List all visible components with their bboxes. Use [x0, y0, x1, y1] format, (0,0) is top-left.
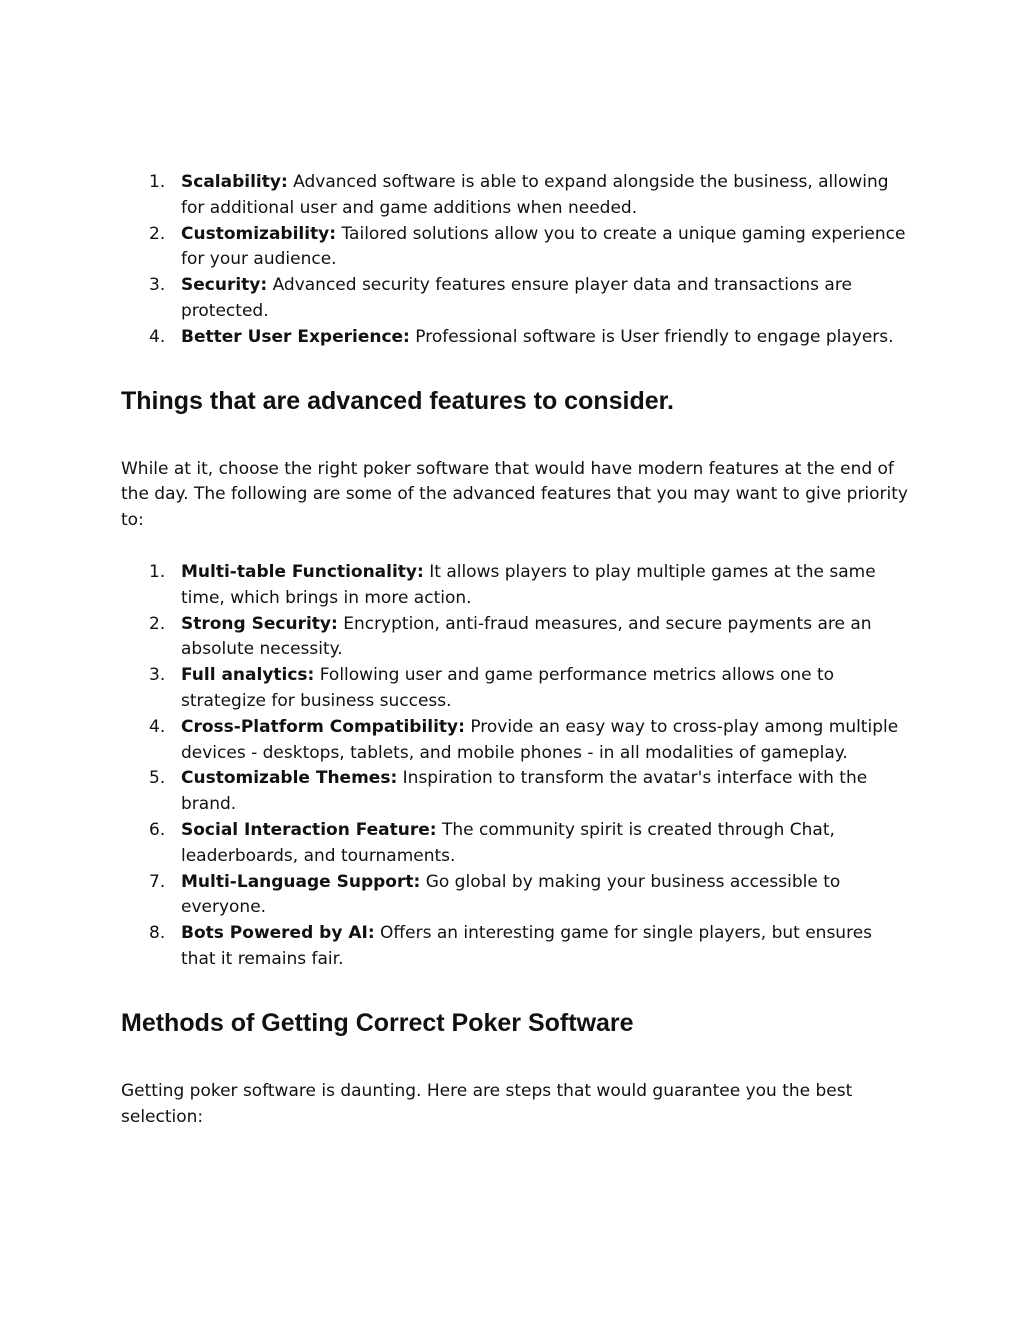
list-term: Scalability: — [181, 172, 288, 192]
list-item — [121, 222, 911, 274]
list-number: 2. — [149, 613, 166, 634]
list-item — [121, 170, 911, 222]
list-term: Multi-Language Support: — [181, 871, 421, 892]
list-number: 7. — [149, 871, 166, 892]
list-text: Advanced software is able to expand alongside the business, allowing for additional user and game additions when needed. — [181, 172, 889, 218]
advanced-features-list — [121, 560, 911, 973]
list-text: Inspiration to transform the avatar's interface with the brand. — [181, 768, 868, 815]
list-number: 4. — [149, 326, 166, 347]
document-page — [121, 170, 911, 1130]
list-text: Provide an easy way to cross-play among multiple devices - desktops, tablets, and mobile phones - in all modalities of gameplay. — [181, 716, 899, 763]
list-item — [121, 612, 911, 664]
list-number: 8. — [149, 923, 166, 944]
list-text: Following user and game performance metrics allows one to strategize for business success. — [181, 665, 835, 711]
list-text: Go global by making your business accessible to everyone. — [181, 871, 841, 918]
list-term: Cross-Platform Compatibility: — [181, 716, 465, 737]
list-term: Social Interaction Feature: — [181, 819, 437, 840]
list-number: 4. — [149, 716, 166, 737]
benefits-list — [121, 170, 911, 351]
list-term: Customizability: — [181, 223, 337, 244]
list-term: Better User Experience: — [181, 326, 410, 347]
list-term: Strong Security: — [181, 613, 338, 634]
list-text: Advanced security features ensure player data and transactions are protected. — [181, 275, 852, 321]
list-number: 6. — [149, 819, 166, 840]
list-text: Tailored solutions allow you to create a unique gaming experience for your audience. — [181, 223, 906, 270]
section-heading: Things that are advanced features to consider. — [121, 386, 674, 415]
list-text: Offers an interesting game for single players, but ensures that it remains fair. — [181, 923, 873, 969]
list-text: Professional software is User friendly to engage players. — [409, 326, 894, 347]
list-item — [121, 273, 911, 325]
list-item — [121, 325, 911, 351]
list-term: Full analytics: — [181, 665, 315, 686]
list-text: Encryption, anti-fraud measures, and secure payments are an absolute necessity. — [181, 613, 872, 660]
list-term: Security: — [181, 275, 268, 296]
list-term: Bots Powered by AI: — [181, 923, 375, 944]
list-number: 3. — [149, 665, 166, 686]
section-heading: Methods of Getting Correct Poker Software — [121, 1008, 634, 1037]
list-text: The community spirit is created through Chat, leaderboards, and tournaments. — [181, 819, 835, 866]
list-item — [121, 921, 911, 973]
list-item — [121, 870, 911, 922]
list-term: Multi-table Functionality: — [181, 561, 424, 582]
list-item — [121, 715, 911, 767]
list-item — [121, 818, 911, 870]
list-item — [121, 560, 911, 612]
list-number: 2. — [149, 223, 166, 244]
list-number: 1. — [149, 172, 166, 192]
list-number: 1. — [149, 561, 166, 582]
list-text: It allows players to play multiple games at the same time, which brings in more action. — [181, 561, 876, 608]
section-paragraph: While at it, choose the right poker software that would have modern features at the end of the day. The following are some of the advanced features that you may want to give priority to: — [121, 458, 908, 531]
list-number: 5. — [149, 768, 166, 789]
section-paragraph: Getting poker software is daunting. Here are steps that would guarantee you the best selection: — [121, 1080, 853, 1127]
list-number: 3. — [149, 275, 166, 296]
list-item — [121, 766, 911, 818]
list-item — [121, 663, 911, 715]
list-term: Customizable Themes: — [181, 768, 398, 789]
